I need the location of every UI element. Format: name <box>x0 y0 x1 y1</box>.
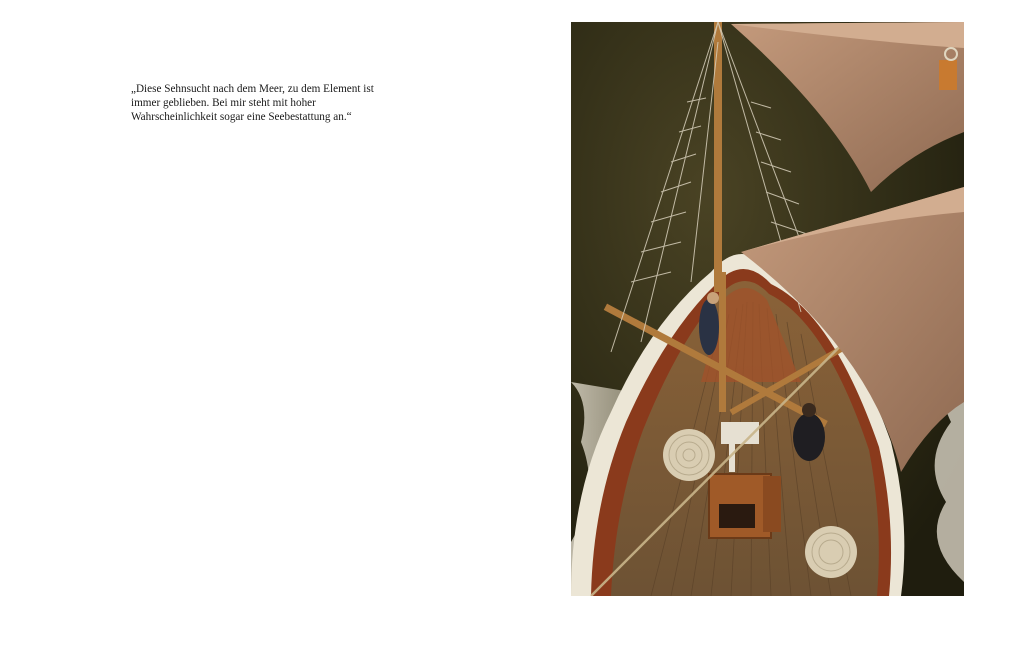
person-2 <box>793 413 825 461</box>
rope-coil-left <box>663 429 715 481</box>
ship-photo <box>571 22 964 596</box>
ship-photo-illustration <box>571 22 964 596</box>
rope-coil-right <box>805 526 857 578</box>
quote-line-2: immer geblieben. Bei mir steht mit hoher <box>131 97 316 110</box>
quote-text <box>131 82 381 125</box>
bowsprit <box>719 272 726 412</box>
person-1 <box>699 299 719 355</box>
quote-line-1: „Diese Sehnsucht nach dem Meer, zu dem Element ist <box>131 83 374 95</box>
quote-line-3: Wahrscheinlichkeit sogar eine Seebestattung an.“ <box>131 111 352 124</box>
